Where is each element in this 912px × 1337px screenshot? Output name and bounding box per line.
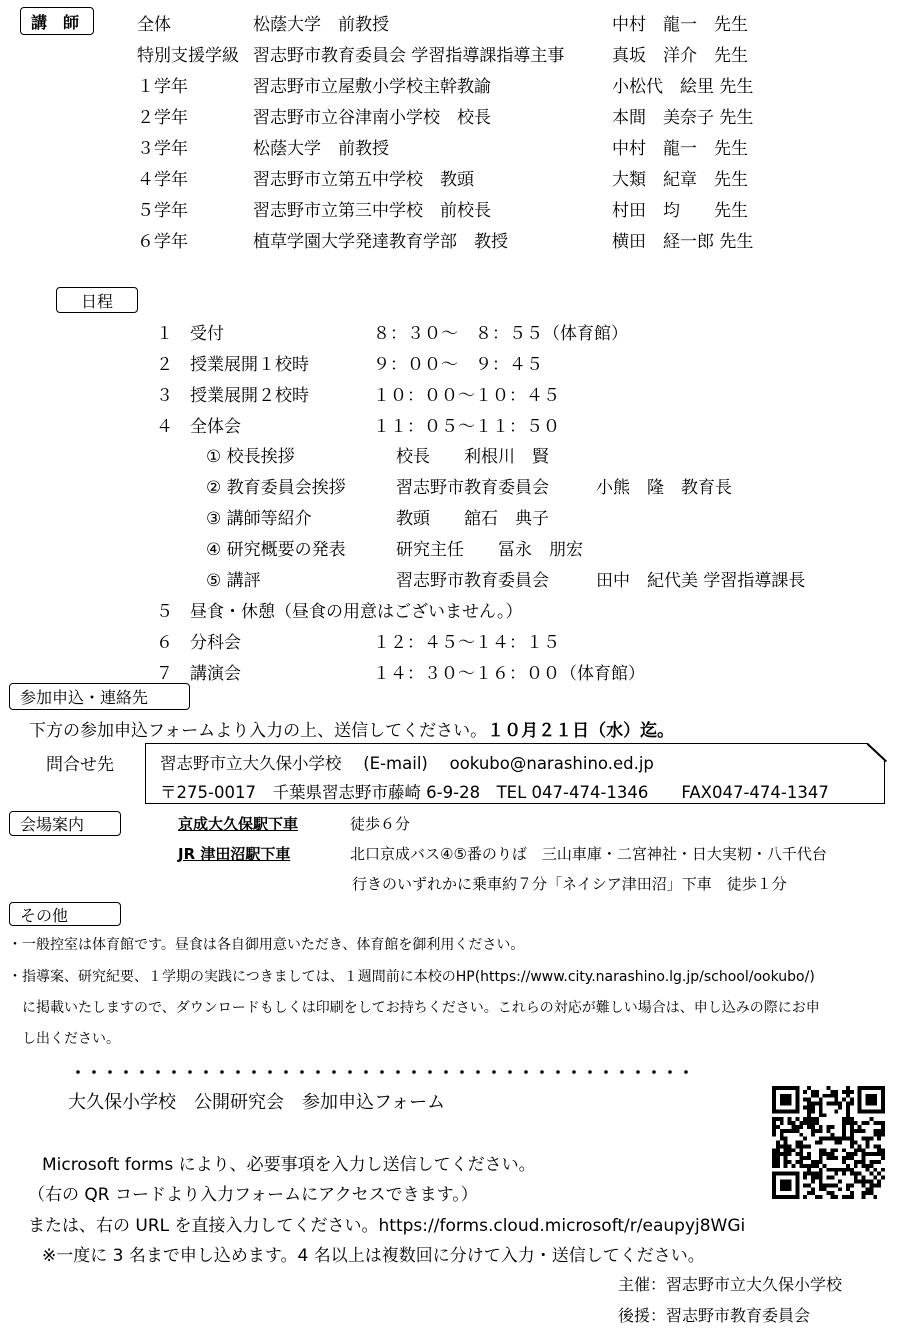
route-desc-2: 北口京成バス④⑤番のりば 三山車庫・二宮神社・日大実籾・八千代台 [350,845,827,863]
sub-item-person: 研究主任 冨永 朋宏 [396,540,583,560]
schedule-num: ２ [156,355,173,375]
sub-item-label: ⑤ 講評 [206,571,261,591]
lecturer-grade: ２学年 [137,108,188,128]
deadline-text: １０月２１日（水）迄。 [487,721,675,741]
note-2-line-1: ・指導案、研究紀要、１学期の実践につきましては、１週間前に本校のHP(https://www.city.narashino.lg.jp/school/ookubo/) [8,969,815,985]
instruction-text: 下方の参加申込フォームより入力の上、送信してください。 [29,721,488,741]
lecturer-name: 本間 美奈子 先生 [612,108,754,128]
route-desc-2-cont: 行きのいずれかに乗車約７分「ネイシア津田沼」下車 徒歩１分 [352,875,787,893]
sub-item-label: ④ 研究概要の発表 [206,540,346,560]
support: 後援：習志野市教育委員会 [618,1306,811,1325]
lecturer-org: 習志野市教育委員会 学習指導課指導主事 [253,46,565,66]
sub-item-extra: 小熊 隆 教育長 [596,478,732,498]
lecturer-grade: ６学年 [137,232,188,252]
schedule-num: ７ [156,664,173,684]
schedule-num: ５ [156,602,173,622]
contact-box [145,743,885,804]
lecturer-grade: ５学年 [137,201,188,221]
form-title: 大久保小学校 公開研究会 参加申込フォーム [68,1092,446,1113]
application-instruction [29,716,674,741]
form-note: ※一度に 3 名まで申し込めます。4 名以上は複数回に分けて入力・送信してください。 [42,1246,705,1266]
sub-item-person: 教頭 舘石 典子 [396,509,549,529]
lecturer-name: 大類 紀章 先生 [612,170,748,190]
lecturer-name: 真坂 洋介 先生 [612,46,748,66]
sub-item-label: ③ 講師等紹介 [206,509,312,529]
lecturer-org: 習志野市立屋敷小学校主幹教諭 [253,77,491,97]
schedule-time: １１：０５～１１：５０ [373,417,560,437]
qr-code-icon[interactable] [772,1086,885,1199]
schedule-label: 昼食・休憩（昼食の用意はございません。） [190,602,523,622]
application-heading: 参加申込・連絡先 [20,688,149,707]
schedule-label: 全体会 [190,417,241,437]
contact-line-2: 〒275-0017 千葉県習志野市藤崎 6-9-28 TEL 047-474-1346 FAX047-474-1347 [160,783,829,802]
lecturer-name: 中村 龍一 先生 [612,15,748,35]
lecturer-name: 中村 龍一 先生 [612,139,748,159]
schedule-num: １ [156,324,173,344]
schedule-heading: 日程 [80,291,113,311]
sub-item-extra: 田中 紀代美 学習指導課長 [596,571,806,591]
schedule-num: ６ [156,633,173,653]
contact-line-1: 習志野市立大久保小学校 (E-mail) ookubo@narashino.ed.jp [160,754,654,773]
schedule-label: 分科会 [190,633,241,653]
lecturer-grade: ４学年 [137,170,188,190]
sub-item-label: ② 教育委員会挨拶 [206,478,346,498]
route-desc-1: 徒歩６分 [350,815,411,833]
lecturer-org: 松蔭大学 前教授 [253,139,389,159]
schedule-label: 受付 [190,324,224,344]
lecturer-org: 習志野市立第五中学校 教頭 [253,170,474,190]
lecturer-grade: １学年 [137,77,188,97]
dotted-separator: ・・・・・・・・・・・・・・・・・・・・・・・・・・・・・・・・・・・・・・・ [70,1063,695,1082]
lecturer-grade: 全体 [137,15,171,35]
schedule-label: 授業展開１校時 [190,355,309,375]
venue-heading: 会場案内 [20,815,85,834]
form-url-line[interactable]: または、右の URL を直接入力してください。https://forms.cloud.microsoft/r/eaupyj8WGi [28,1216,746,1236]
note-1: ・一般控室は体育館です。昼食は各自御用意いただき、体育館を御利用ください。 [8,937,525,953]
host: 主催：習志野市立大久保小学校 [618,1275,843,1294]
application-heading-box [9,683,190,710]
note-2-line-3: し出ください。 [22,1031,120,1047]
schedule-heading-box [56,287,138,313]
sub-item-person: 習志野市教育委員会 [396,571,549,591]
lecturer-name: 小松代 絵里 先生 [612,77,754,97]
schedule-time: ９：００～ ９：４５ [373,355,543,375]
form-line-1: Microsoft forms により、必要事項を入力し送信してください。 [42,1155,536,1175]
lecturer-name: 横田 経一郎 先生 [612,232,754,252]
venue-heading-box [9,811,121,836]
station-jr-tsudanuma: JR 津田沼駅下車 [178,845,291,863]
station-keisei-okubo: 京成大久保駅下車 [178,815,299,833]
box-corner-fold [868,743,886,761]
lecturer-org: 習志野市立谷津南小学校 校長 [253,108,491,128]
lecturer-grade: ３学年 [137,139,188,159]
lecturer-name: 村田 均 先生 [612,201,748,221]
schedule-time: １４：３０～１６：００（体育館） [373,664,645,684]
sub-item-person: 校長 利根川 賢 [396,447,549,467]
schedule-label: 授業展開２校時 [190,386,309,406]
note-2-line-2: に掲載いたしますので、ダウンロードもしくは印刷をしてお持ちください。これらの対応が難しい場合は、申し込みの際にお申 [22,1000,820,1016]
schedule-time: １０：００～１０：４５ [373,386,560,406]
lecturers-heading-box [20,7,94,35]
lecturer-org: 植草学園大学発達教育学部 教授 [253,232,508,252]
schedule-time: ８：３０～ ８：５５（体育館） [373,324,628,344]
schedule-time: １２：４５～１４：１５ [373,633,560,653]
lecturer-org: 松蔭大学 前教授 [253,15,389,35]
schedule-label: 講演会 [190,664,241,684]
lecturer-org: 習志野市立第三中学校 前校長 [253,201,491,221]
sub-item-person: 習志野市教育委員会 [396,478,549,498]
schedule-num: ３ [156,386,173,406]
other-heading: その他 [20,905,69,925]
lecturer-grade: 特別支援学級 [137,46,239,66]
sub-item-label: ① 校長挨拶 [206,447,295,467]
form-line-2: （右の QR コードより入力フォームにアクセスできます。） [28,1185,478,1205]
other-heading-box [9,902,121,926]
contact-label: 問合せ先 [46,755,114,775]
lecturers-heading: 講 師 [31,12,80,32]
schedule-num: ４ [156,417,173,437]
